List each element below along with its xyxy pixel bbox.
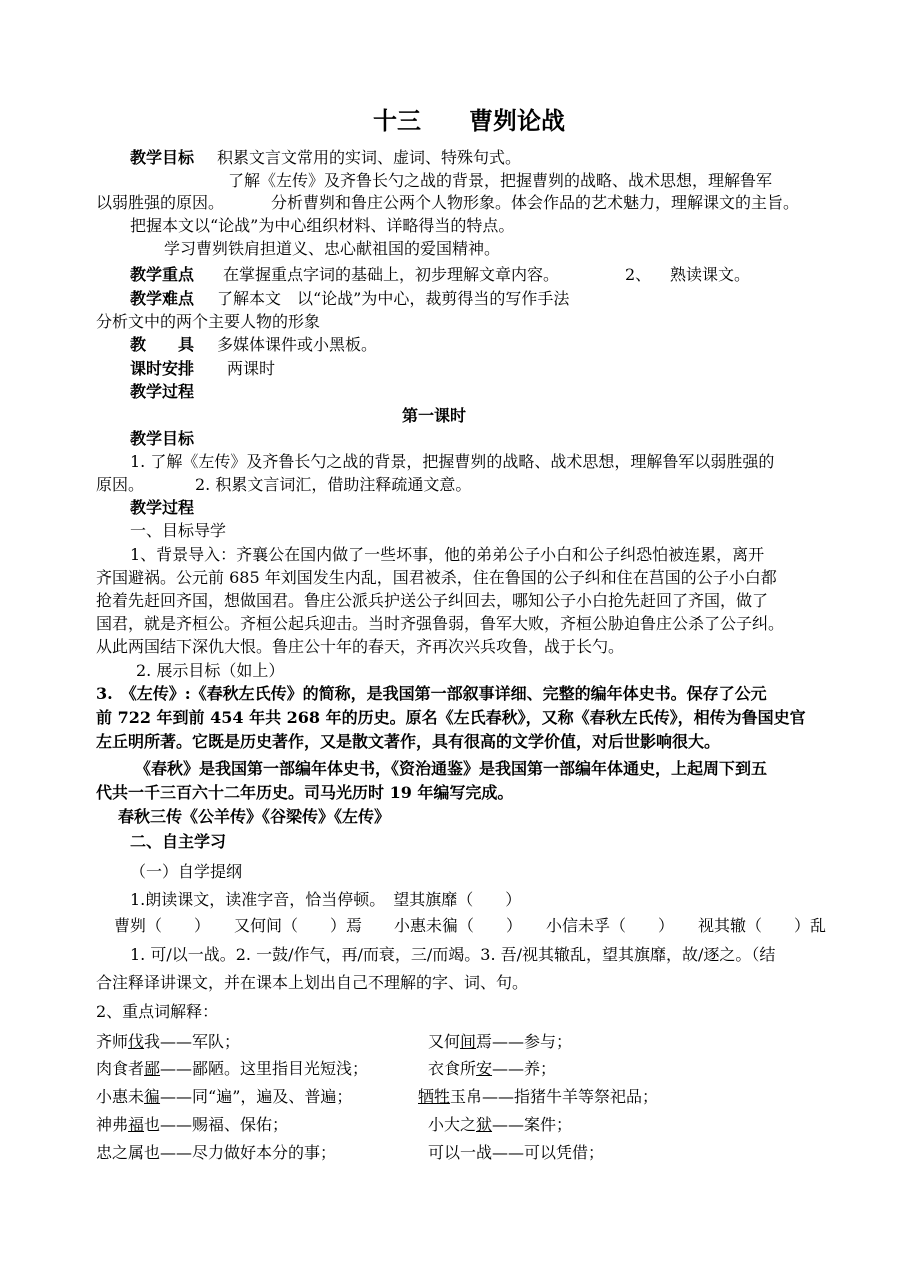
word-item: 神弗福也——赐福、保佑；	[96, 1115, 289, 1134]
chunqiu-line-1: 《春秋》是我国第一部编年体史书，《资治通鉴》是我国第一部编年体通史，上起周下到五	[135, 759, 768, 778]
period-objectives-line-1: 1. 了解《左传》及齐鲁长勺之战的背景，把握曹刿的战略、战术思想，理解鲁军以弱胜强的	[130, 452, 775, 471]
page-title: 十三 曹刿论战	[373, 106, 565, 135]
difficulty-text: 了解本文 以“论战”为中心，裁剪得当的写作手法	[217, 289, 570, 308]
objectives-line-3b: 分析曹刿和鲁庄公两个人物形象。体会作品的艺术魅力，理解课文的主旨。	[271, 193, 800, 212]
word-item: 肉食者鄙——鄙陋。这里指目光短浅；	[96, 1059, 369, 1078]
hours-label: 课时安排	[130, 359, 195, 378]
section-2-heading: 二、自主学习	[130, 832, 227, 851]
objectives-line-3: 以弱胜强的原因。	[96, 193, 225, 212]
reading-line-1: 1.朗读课文，读准字音，恰当停顿。 望其旗靡（ ）	[130, 890, 522, 909]
zuozhuan-line-2: 前 722 年到前 454 年共 268 年的历史。原名《左氏春秋》，又称《春秋左氏传》，相传为鲁国史官	[96, 708, 806, 727]
objectives-label: 教学目标	[130, 148, 195, 167]
word-item: 小大之狱——案件；	[428, 1115, 573, 1134]
tools-label: 教 具	[130, 335, 195, 354]
tools-text: 多媒体课件或小黑板。	[217, 335, 378, 354]
background-line-4: 国君，就是齐桓公。齐桓公起兵迎击。当时齐强鲁弱，鲁军大败，齐桓公胁迫鲁庄公杀了公子纠。	[96, 614, 785, 633]
difficulty-label: 教学难点	[130, 289, 195, 308]
period-objectives-line-2b: 2. 积累文言词汇，借助注释疏通文意。	[195, 475, 472, 494]
word-item: 小惠未徧——同“遍”，遍及、普遍；	[96, 1087, 353, 1106]
reading-line-3: 1. 可/以一战。2. 一鼓/作气，再/而衰，三/而竭。3. 吾/视其辙乱，望其旗靡，故/逐之。（结	[130, 945, 776, 964]
zuozhuan-line-3: 左丘明所著。它既是历史著作，又是散文著作，具有很高的文学价值，对后世影响很大。	[96, 732, 721, 751]
objectives-line-1: 积累文言文常用的实词、虚词、特殊句式。	[217, 148, 522, 167]
hours-text: 两课时	[227, 359, 276, 378]
subsection-heading: （一）自学提纲	[130, 862, 243, 881]
key-points-label: 教学重点	[130, 265, 195, 284]
key-points-text-2: 熟读课文。	[670, 265, 751, 284]
word-item: 衣食所安——养；	[428, 1059, 557, 1078]
word-item: 牺牲玉帛——指猪牛羊等祭祀品；	[418, 1087, 659, 1106]
period-process-label: 教学过程	[130, 498, 195, 517]
period-objectives-label: 教学目标	[130, 429, 195, 448]
reading-line-2: 曹刿（ ） 又何间（ ）焉 小惠未徧（ ） 小信未孚（ ） 视其辙（ ）乱	[114, 916, 827, 935]
background-line-3: 抢着先赶回齐国，想做国君。鲁庄公派兵护送公子纠回去，哪知公子小白抢先赶回了齐国，做了	[96, 591, 769, 610]
show-objectives: 2. 展示目标（如上）	[136, 661, 285, 680]
word-item: 可以一战——可以凭借；	[428, 1143, 605, 1162]
background-line-1: 1、背景导入：齐襄公在国内做了一些坏事，他的弟弟公子小白和公子纠恐怕被连累，离开	[130, 545, 765, 564]
key-points-text: 在掌握重点字词的基础上，初步理解文章内容。	[223, 265, 560, 284]
background-line-5: 从此两国结下深仇大恨。鲁庄公十年的春天，齐再次兴兵攻鲁，战于长勺。	[96, 637, 625, 656]
key-points-number: 2、	[625, 265, 652, 284]
chunqiu-line-2: 代共一千三百六十二年历史。司马光历时 19 年编写完成。	[96, 783, 514, 802]
objectives-line-2: 了解《左传》及齐鲁长勺之战的背景，把握曹刿的战略、战术思想，理解鲁军	[228, 171, 773, 190]
word-item: 又何间焉——参与；	[428, 1032, 573, 1051]
reading-line-4: 合注释译讲课文，并在课本上划出自己不理解的字、词、句。	[96, 973, 529, 992]
difficulty-text-2: 分析文中的两个主要人物的形象	[96, 312, 321, 331]
key-words-label: 2、重点词解释：	[96, 1002, 219, 1021]
zuozhuan-line-1: 3. 《左传》:《春秋左氏传》的简称，是我国第一部叙事详细、完整的编年体史书。保存了公元	[96, 684, 767, 703]
word-item: 忠之属也——尽力做好本分的事；	[96, 1143, 337, 1162]
objectives-line-4: 把握本文以“论战”为中心组织材料、详略得当的特点。	[130, 216, 515, 235]
period-heading: 第一课时	[402, 406, 467, 425]
period-objectives-line-2a: 原因。	[96, 475, 145, 494]
three-commentaries: 春秋三传《公羊传》《谷梁传》《左传》	[118, 807, 391, 826]
word-item: 齐师伐我——军队；	[96, 1032, 241, 1051]
objectives-line-5: 学习曹刿铁肩担道义、忠心献祖国的爱国精神。	[164, 239, 501, 258]
section-1-heading: 一、目标导学	[130, 521, 227, 540]
process-label: 教学过程	[130, 382, 195, 401]
background-line-2: 齐国避祸。公元前 685 年刘国发生内乱，国君被杀，住在鲁国的公子纠和住在莒国的公子小白都	[96, 568, 777, 587]
